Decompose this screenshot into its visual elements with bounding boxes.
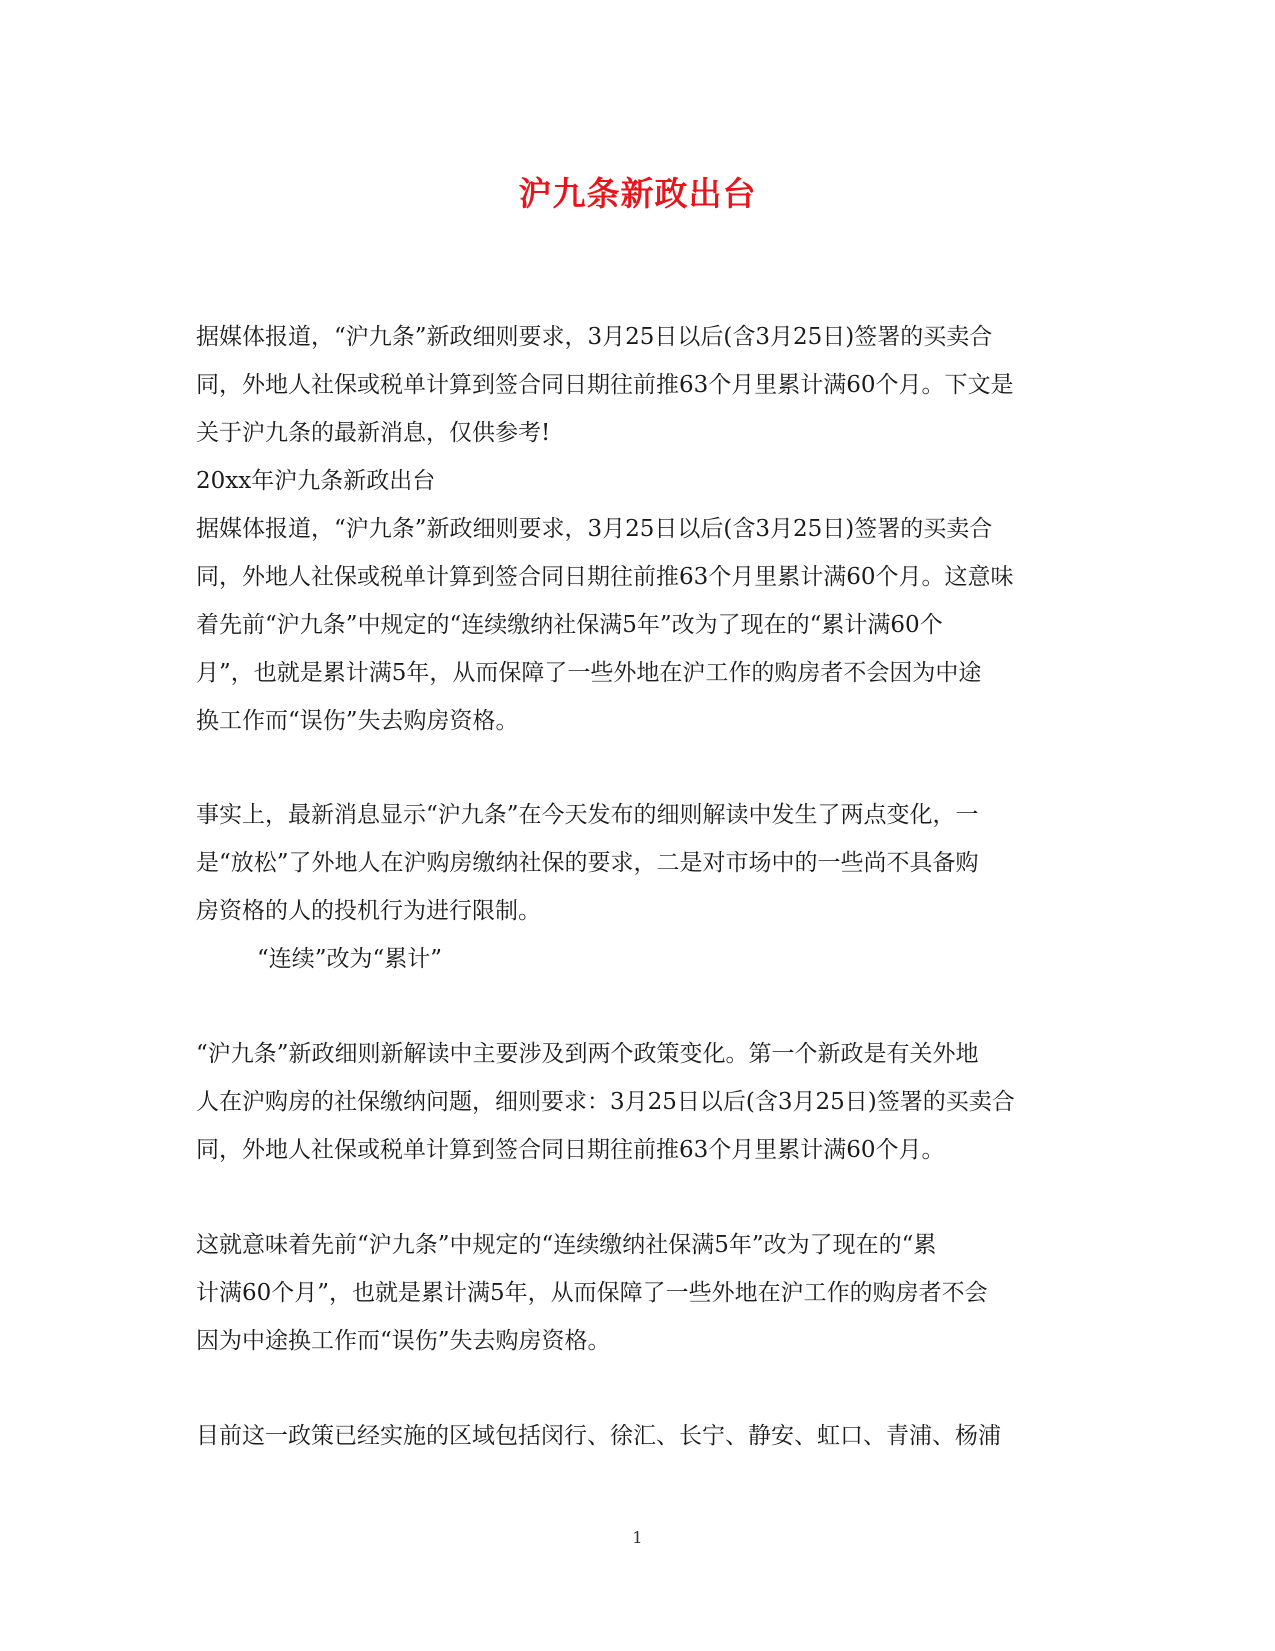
- page-number: 1: [632, 1528, 643, 1547]
- body-line: 月”，也就是累计满5年，从而保障了一些外地在沪工作的购房者不会因为中途: [196, 660, 982, 686]
- body-line: 计满60个月”，也就是累计满5年，从而保障了一些外地在沪工作的购房者不会: [196, 1280, 988, 1306]
- body-line: 换工作而“误伤”失去购房资格。: [196, 708, 519, 734]
- body-line: 是“放松”了外地人在沪购房缴纳社保的要求，二是对市场中的一些尚不具备购: [196, 850, 979, 876]
- body-line: 据媒体报道，“沪九条”新政细则要求，3月25日以后(含3月25日)签署的买卖合: [196, 516, 993, 542]
- body-line: 同，外地人社保或税单计算到签合同日期往前推63个月里累计满60个月。下文是: [196, 372, 1014, 398]
- body-line: 关于沪九条的最新消息，仅供参考!: [196, 420, 551, 446]
- body-line: 人在沪购房的社保缴纳问题，细则要求：3月25日以后(含3月25日)签署的买卖合: [196, 1089, 1015, 1115]
- body-line: 事实上，最新消息显示“沪九条”在今天发布的细则解读中发生了两点变化，一: [196, 802, 979, 828]
- body-line: 同，外地人社保或税单计算到签合同日期往前推63个月里累计满60个月。这意味: [196, 564, 1014, 590]
- body-line: 房资格的人的投机行为进行限制。: [196, 898, 541, 924]
- body-line: 据媒体报道，“沪九条”新政细则要求，3月25日以后(含3月25日)签署的买卖合: [196, 324, 993, 350]
- body-line: 因为中途换工作而“误伤”失去购房资格。: [196, 1328, 611, 1354]
- document-title: 沪九条新政出台: [518, 174, 757, 213]
- subheading: 20xx年沪九条新政出台: [196, 468, 436, 494]
- body-line: 目前这一政策已经实施的区域包括闵行、徐汇、长宁、静安、虹口、青浦、杨浦: [196, 1423, 1001, 1449]
- body-line: 同，外地人社保或税单计算到签合同日期往前推63个月里累计满60个月。: [196, 1137, 945, 1163]
- body-line: “沪九条”新政细则新解读中主要涉及到两个政策变化。第一个新政是有关外地: [196, 1041, 979, 1067]
- body-line: 着先前“沪九条”中规定的“连续缴纳社保满5年”改为了现在的“累计满60个: [196, 612, 943, 638]
- body-line: 这就意味着先前“沪九条”中规定的“连续缴纳社保满5年”改为了现在的“累: [196, 1232, 937, 1258]
- section-heading: “连续”改为“累计”: [257, 946, 443, 972]
